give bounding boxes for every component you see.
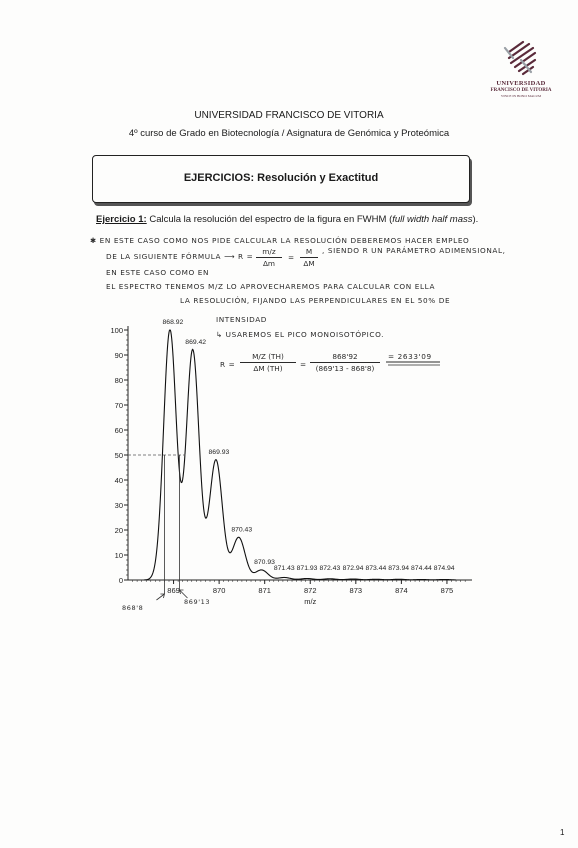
x-tick-label: 872	[303, 586, 317, 595]
y-tick-label: 90	[114, 351, 123, 360]
y-tick-label: 80	[114, 376, 123, 385]
peak-label: 869.42	[185, 339, 207, 346]
exercise-italic: full width half mass	[392, 214, 473, 225]
handwritten-line-3: EN ESTE CASO COMO EN	[106, 268, 210, 277]
peak-label: 873.94	[388, 565, 410, 572]
exercises-title: EJERCICIOS: Resolución y Exactitud	[183, 172, 379, 184]
x-axis-label: m/z	[304, 597, 317, 606]
peak-label: 871.93	[296, 565, 318, 572]
logo-text-name: FRANCISCO DE VITORIA	[490, 88, 552, 93]
logo-motto: VINCE IN BONO MALUM	[500, 94, 542, 98]
peak-label: 868.92	[162, 319, 184, 326]
equals-sign: =	[288, 253, 295, 262]
handwritten-line-7: ↳ USAREMOS EL PICO MONOISOTÓPICO.	[216, 330, 385, 339]
handwritten-line-5: LA RESOLUCIÓN, FIJANDO LAS PERPENDICULARES EN EL 50% DE	[180, 296, 451, 305]
peak-label: 869.93	[208, 449, 230, 456]
fraction-denominator: ΔM	[303, 259, 315, 268]
spectrum-line	[144, 330, 456, 580]
handwritten-line-6: INTENSIDAD	[216, 315, 268, 324]
fraction-numerator: 868'92	[332, 352, 358, 361]
x-tick-label: 873	[349, 586, 363, 595]
equals-sign-2: =	[300, 360, 307, 369]
peak-label: 872.94	[342, 565, 364, 572]
handwritten-line-2a: DE LA SIGUIENTE FÓRMULA ⟶ R =	[106, 252, 254, 261]
annotation-left-value: 868'8	[122, 604, 144, 612]
page-number: 1	[560, 828, 565, 837]
peak-label: 873.44	[365, 565, 387, 572]
x-tick-label: 870	[212, 586, 226, 595]
peak-label: 870.43	[231, 526, 253, 534]
course-subtitle: 4º curso de Grado en Biotecnología / Asignatura de Genómica y Proteómica	[128, 128, 450, 139]
resolution-result: = 2633'09	[388, 352, 432, 361]
fraction-denominator: (869'13 - 868'8)	[315, 364, 375, 373]
x-tick-label: 874	[395, 586, 408, 595]
peak-label: 870.93	[254, 559, 275, 566]
y-tick-label: 40	[114, 476, 123, 485]
y-tick-label: 50	[114, 451, 123, 460]
annotation-arrow-right	[179, 590, 187, 598]
x-tick-label: 871	[258, 586, 271, 595]
handwritten-line-1: ✱ EN ESTE CASO COMO NOS PIDE CALCULAR LA RESOLUCIÓN DEBEREMOS HACER EMPLEO	[90, 236, 470, 245]
y-tick-label: 0	[118, 576, 123, 585]
x-tick-label: 869	[167, 586, 180, 595]
peak-label: 872.43	[319, 565, 341, 572]
university-title: UNIVERSIDAD FRANCISCO DE VITORIA	[194, 110, 384, 121]
y-tick-label: 10	[114, 551, 123, 560]
handwritten-line-2b: , SIENDO R UN PARÁMETRO ADIMENSIONAL,	[322, 246, 506, 255]
fraction-denominator: Δm	[262, 259, 276, 268]
fraction-denominator: ΔM (TH)	[253, 364, 283, 373]
annotation-arrow-left	[156, 594, 164, 600]
exercise-label: Ejercicio 1:	[96, 214, 147, 225]
peak-label: 871.43	[273, 565, 295, 572]
y-tick-label: 20	[114, 526, 123, 535]
annotation-right-value: 869'13	[184, 598, 211, 606]
peak-label: 874.44	[411, 565, 432, 572]
y-tick-label: 60	[114, 426, 123, 435]
fraction-numerator: M	[305, 247, 313, 256]
x-tick-label: 875	[440, 586, 454, 595]
y-tick-label: 100	[110, 326, 123, 335]
resolution-r-label: R =	[220, 360, 236, 369]
exercise-end: ).	[472, 214, 479, 225]
y-tick-label: 30	[114, 501, 123, 510]
exercise-text: Calcula la resolución del espectro de la figura en FWHM (	[146, 214, 393, 225]
handwritten-line-4: EL ESPECTRO TENEMOS M/Z LO APROVECHAREMOS PARA CALCULAR CON ELLA	[106, 282, 436, 291]
fraction-numerator: M/Z (TH)	[252, 352, 284, 361]
y-tick-label: 70	[114, 401, 123, 410]
fraction-numerator: m/z	[262, 247, 276, 256]
logo-text-university: UNIVERSIDAD	[496, 80, 546, 87]
peak-label: 874.94	[433, 565, 455, 572]
